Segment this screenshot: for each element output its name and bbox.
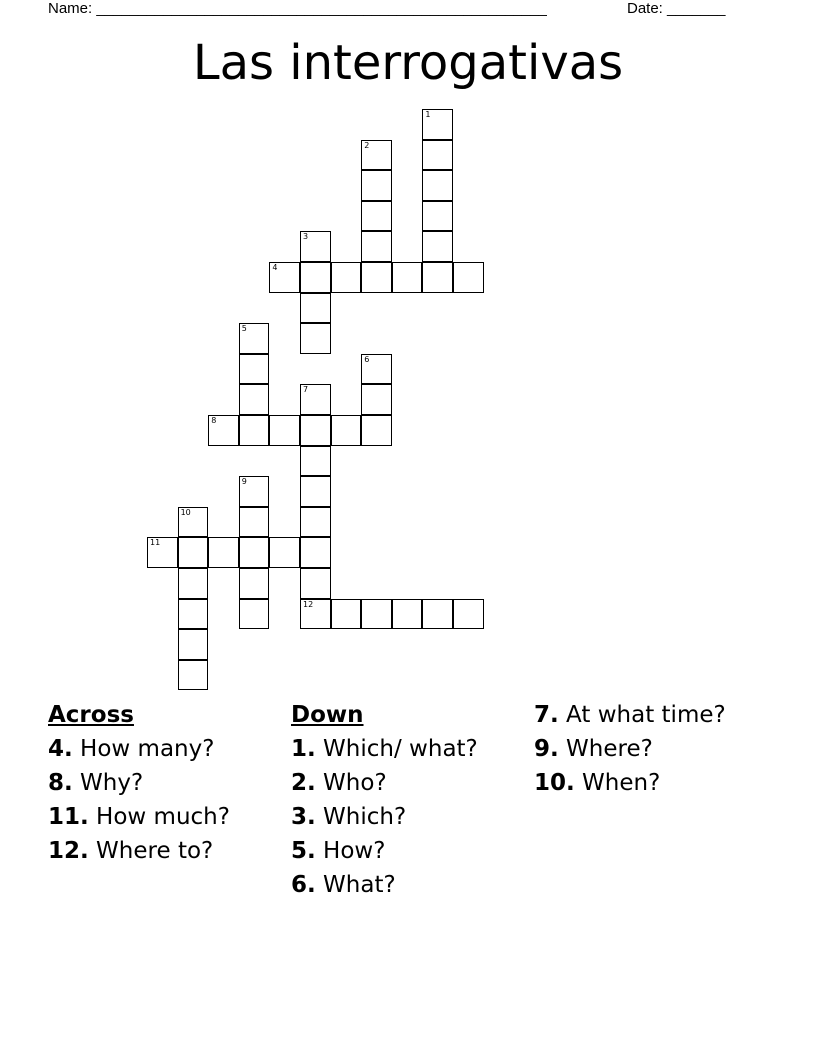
clue-item	[534, 702, 764, 729]
clue-number: 8.	[48, 770, 73, 796]
clue-number: 10.	[534, 770, 575, 796]
clue-number: 4.	[48, 736, 73, 762]
clue-item	[48, 736, 278, 763]
clue-number-label: 1	[425, 109, 431, 119]
clue-text: How many?	[72, 736, 215, 762]
grid-cell[interactable]	[269, 262, 300, 293]
grid-cell[interactable]	[422, 599, 453, 630]
grid-cell[interactable]	[392, 599, 423, 630]
grid-cell[interactable]	[300, 599, 331, 630]
grid-cell[interactable]	[300, 231, 331, 262]
grid-cell[interactable]	[239, 599, 270, 630]
clue-number: 12.	[48, 838, 89, 864]
grid-cell[interactable]	[239, 384, 270, 415]
clue-item	[48, 770, 278, 797]
page-title: Las interrogativas	[192, 35, 624, 91]
clue-number-label: 10	[180, 507, 191, 517]
grid-cell[interactable]	[300, 476, 331, 507]
grid-cell[interactable]	[269, 537, 300, 568]
clue-text: How?	[315, 838, 386, 864]
grid-cell[interactable]	[331, 262, 362, 293]
grid-cell[interactable]	[239, 323, 270, 354]
grid-cell[interactable]	[208, 415, 239, 446]
clue-number: 1.	[291, 736, 316, 762]
clue-number-label: 4	[272, 262, 278, 272]
down-heading: Down	[291, 702, 364, 728]
name-field-label: Name: ______________________________________________________	[48, 0, 547, 17]
down-clues-continued	[534, 702, 764, 804]
grid-cell[interactable]	[361, 201, 392, 232]
grid-cell[interactable]	[239, 568, 270, 599]
grid-cell[interactable]	[300, 446, 331, 477]
clue-text: When?	[574, 770, 661, 796]
grid-cell[interactable]	[453, 262, 484, 293]
grid-cell[interactable]	[208, 537, 239, 568]
clue-item	[291, 838, 521, 865]
clue-item	[291, 770, 521, 797]
grid-cell[interactable]	[361, 599, 392, 630]
clue-item	[48, 838, 278, 865]
clue-number-label: 5	[241, 324, 247, 334]
grid-cell[interactable]	[422, 109, 453, 140]
grid-cell[interactable]	[300, 384, 331, 415]
clue-text: Which/ what?	[315, 736, 478, 762]
clue-text: At what time?	[558, 702, 726, 728]
clue-text: Where to?	[88, 838, 214, 864]
across-heading: Across	[48, 702, 134, 728]
grid-cell[interactable]	[178, 507, 209, 538]
grid-cell[interactable]	[269, 415, 300, 446]
clue-number-label: 12	[303, 599, 314, 609]
grid-cell[interactable]	[361, 354, 392, 385]
grid-cell[interactable]	[453, 599, 484, 630]
clue-number-label: 11	[150, 538, 161, 548]
clue-number-label: 2	[364, 140, 370, 150]
grid-cell[interactable]	[361, 384, 392, 415]
clue-item	[48, 804, 278, 831]
clue-item	[291, 872, 521, 899]
clue-number: 7.	[534, 702, 559, 728]
grid-cell[interactable]	[361, 231, 392, 262]
grid-cell[interactable]	[422, 201, 453, 232]
grid-cell[interactable]	[392, 262, 423, 293]
grid-cell[interactable]	[147, 537, 178, 568]
clue-text: Which?	[315, 804, 407, 830]
grid-cell[interactable]	[178, 660, 209, 691]
grid-cell[interactable]	[239, 476, 270, 507]
clue-number: 9.	[534, 736, 559, 762]
clue-number-label: 8	[211, 415, 217, 425]
grid-cell[interactable]	[361, 415, 392, 446]
across-clues	[48, 702, 278, 872]
clue-number: 3.	[291, 804, 316, 830]
grid-cell[interactable]	[239, 537, 270, 568]
grid-cell[interactable]	[300, 415, 331, 446]
clue-number-label: 3	[303, 232, 309, 242]
grid-cell[interactable]	[178, 599, 209, 630]
grid-cell[interactable]	[178, 629, 209, 660]
clue-number: 5.	[291, 838, 316, 864]
grid-cell[interactable]	[331, 599, 362, 630]
grid-cell[interactable]	[300, 262, 331, 293]
grid-cell[interactable]	[422, 262, 453, 293]
grid-cell[interactable]	[239, 507, 270, 538]
grid-cell[interactable]	[300, 537, 331, 568]
grid-cell[interactable]	[361, 140, 392, 171]
clue-number-label: 7	[303, 385, 309, 395]
grid-cell[interactable]	[422, 170, 453, 201]
grid-cell[interactable]	[422, 231, 453, 262]
clue-item	[534, 770, 764, 797]
date-field-label: Date: _______	[627, 0, 726, 17]
clue-text: How much?	[88, 804, 230, 830]
clue-number: 11.	[48, 804, 89, 830]
clue-number-label: 6	[364, 354, 370, 364]
clue-item	[291, 736, 521, 763]
grid-cell[interactable]	[239, 354, 270, 385]
grid-cell[interactable]	[300, 568, 331, 599]
clue-number-label: 9	[241, 477, 247, 487]
grid-cell[interactable]	[422, 140, 453, 171]
grid-cell[interactable]	[361, 170, 392, 201]
grid-cell[interactable]	[178, 568, 209, 599]
clue-text: Where?	[558, 736, 653, 762]
clue-text: Why?	[72, 770, 144, 796]
clue-item	[291, 804, 521, 831]
grid-cell[interactable]	[331, 415, 362, 446]
grid-cell[interactable]	[300, 323, 331, 354]
grid-cell[interactable]	[300, 293, 331, 324]
grid-cell[interactable]	[239, 415, 270, 446]
grid-cell[interactable]	[300, 507, 331, 538]
down-clues	[291, 702, 521, 906]
clue-number: 2.	[291, 770, 316, 796]
clue-text: What?	[315, 872, 396, 898]
clue-number: 6.	[291, 872, 316, 898]
grid-cell[interactable]	[178, 537, 209, 568]
clue-text: Who?	[315, 770, 387, 796]
clue-item	[534, 736, 764, 763]
grid-cell[interactable]	[361, 262, 392, 293]
